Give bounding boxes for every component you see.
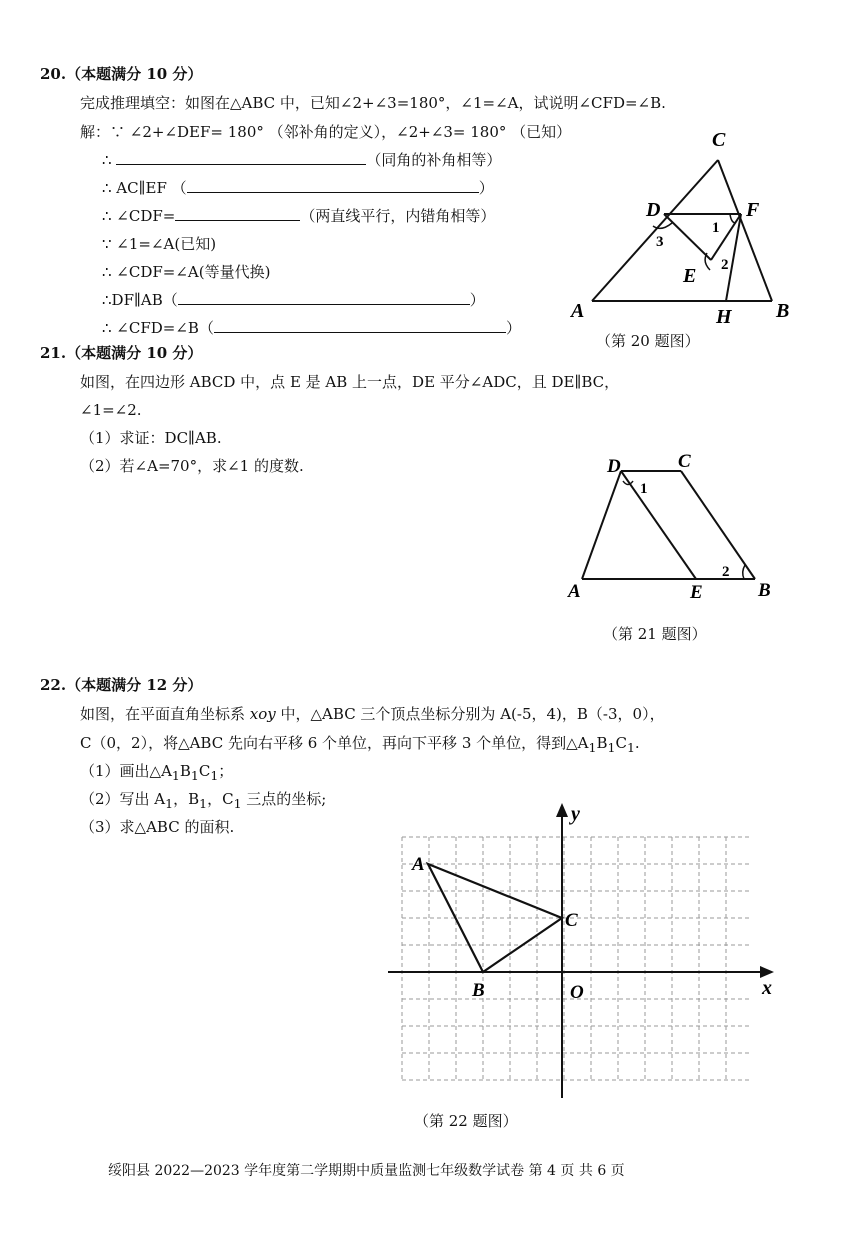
q21-label-e: E: [690, 582, 703, 603]
q22-line1-a: C（0，2），将△ABC 先向右平移 6 个单位，再向下平移 3 个单位，得到△A: [80, 734, 589, 752]
q21-part1: （1）求证：DC∥AB.: [80, 429, 222, 447]
q20-label-c: C: [712, 129, 726, 151]
q22-part2-a: （2）写出 A: [80, 790, 166, 808]
q22-part1-d: ；: [218, 762, 234, 780]
q22-sub: 1: [199, 796, 208, 811]
q20-line7-prefix: ∴ ∠CFD=∠B（: [102, 319, 214, 337]
q20-label-angle3: 3: [656, 234, 664, 250]
q22-line1-b: B: [596, 734, 608, 752]
q22-label-y: y: [571, 803, 580, 825]
q20-line5: ∴ ∠CDF=∠A(等量代换): [102, 263, 271, 281]
page-footer: 绥阳县 2022—2023 学年度第二学期期中质量监测七年级数学试卷 第 4 页 共 6 页: [108, 1163, 625, 1179]
q22-label-b: B: [472, 980, 485, 1001]
q22-sub: 1: [190, 768, 199, 783]
q20-label-b: B: [776, 300, 790, 322]
q20-line6-suffix: ）: [469, 291, 485, 309]
q20-label-angle2: 2: [721, 257, 729, 273]
q21-label-d: D: [607, 456, 621, 477]
q22-part1-a: （1）画出△A: [80, 762, 172, 780]
q20-label-a: A: [571, 300, 585, 322]
q21-number: 21.: [40, 344, 67, 362]
q22-figure-caption: （第 22 题图）: [414, 1112, 518, 1130]
q22-line1-c: C: [615, 734, 627, 752]
q20-label-f: F: [746, 199, 760, 221]
q21-label-c: C: [678, 451, 691, 472]
q22-part2-d: 三点的坐标;: [241, 790, 327, 808]
q20-figure-caption: （第 20 题图）: [596, 332, 700, 350]
q22-label-c: C: [565, 910, 578, 931]
q22-part3: （3）求△ABC 的面积.: [80, 818, 235, 836]
q22-number: 22.: [40, 676, 67, 694]
q22-line0-b: 中，△ABC 三个顶点坐标分别为 A(-5，4)，B（-3，0），: [275, 705, 665, 723]
q21-line1: ∠1=∠2.: [80, 401, 142, 419]
q22-sub: 1: [588, 740, 597, 755]
q20-label-e: E: [683, 265, 697, 287]
q20-line7-suffix: ）: [505, 319, 521, 337]
q21-part2: （2）若∠A=70°，求∠1 的度数.: [80, 457, 304, 475]
q22-part1-b: B: [179, 762, 191, 780]
q21-label-angle2: 2: [722, 564, 730, 580]
q20-label-d: D: [646, 199, 661, 221]
q20-line1-reason: （同角的补角相等）: [366, 151, 502, 169]
q22-y-axis-arrow: [556, 803, 568, 817]
q22-sub: 1: [626, 740, 635, 755]
q22-part1-c: C: [198, 762, 211, 780]
q20-line2-prefix: ∴ AC∥EF （: [102, 179, 187, 197]
q22-part2-c: ，C: [207, 790, 234, 808]
q20-label-angle1: 1: [712, 220, 720, 236]
q22-line0-var: xoy: [249, 705, 276, 723]
q20-line3-reason: （两直线平行，内错角相等）: [300, 207, 496, 225]
q21-figure-caption: （第 21 题图）: [603, 625, 707, 643]
q21-score: （本题满分 10 分）: [66, 344, 203, 362]
q20-line6-prefix: ∴DF∥AB（: [102, 291, 178, 309]
q20-line4: ∵ ∠1=∠A(已知): [102, 235, 217, 253]
q22-sub: 1: [165, 796, 174, 811]
q20-line0: 解：∵ ∠2+∠DEF= 180° （邻补角的定义），∠2+∠3= 180° （已知）: [80, 123, 572, 141]
q22-label-x: x: [762, 977, 772, 999]
q22-sub: 1: [233, 796, 242, 811]
q21-label-angle1: 1: [640, 481, 648, 497]
q22-line1-d: .: [634, 734, 640, 752]
q20-line1-prefix: ∴: [102, 151, 112, 169]
q22-score: （本题满分 12 分）: [66, 676, 203, 694]
q22-label-a: A: [412, 854, 425, 875]
q21-label-b: B: [758, 580, 771, 601]
q22-part2-b: ，B: [173, 790, 200, 808]
q20-score: （本题满分 10 分）: [66, 65, 203, 83]
q20-line3-prefix: ∴ ∠CDF=: [102, 207, 176, 225]
q21-label-a: A: [568, 581, 581, 602]
q20-number: 20.: [40, 65, 67, 83]
q22-line0-a: 如图，在平面直角坐标系: [80, 705, 250, 723]
q22-sub: 1: [607, 740, 616, 755]
q22-sub: 1: [171, 768, 180, 783]
q20-prompt: 完成推理填空：如图在△ABC 中，已知∠2+∠3=180°，∠1=∠A，试说明∠CFD=∠B.: [80, 94, 666, 112]
q21-line0: 如图，在四边形 ABCD 中，点 E 是 AB 上一点，DE 平分∠ADC，且 DE∥BC，: [80, 373, 620, 391]
q20-label-h: H: [716, 306, 732, 328]
q22-sub: 1: [210, 768, 219, 783]
q22-label-o: O: [570, 982, 584, 1003]
q20-line2-suffix: ）: [478, 179, 494, 197]
